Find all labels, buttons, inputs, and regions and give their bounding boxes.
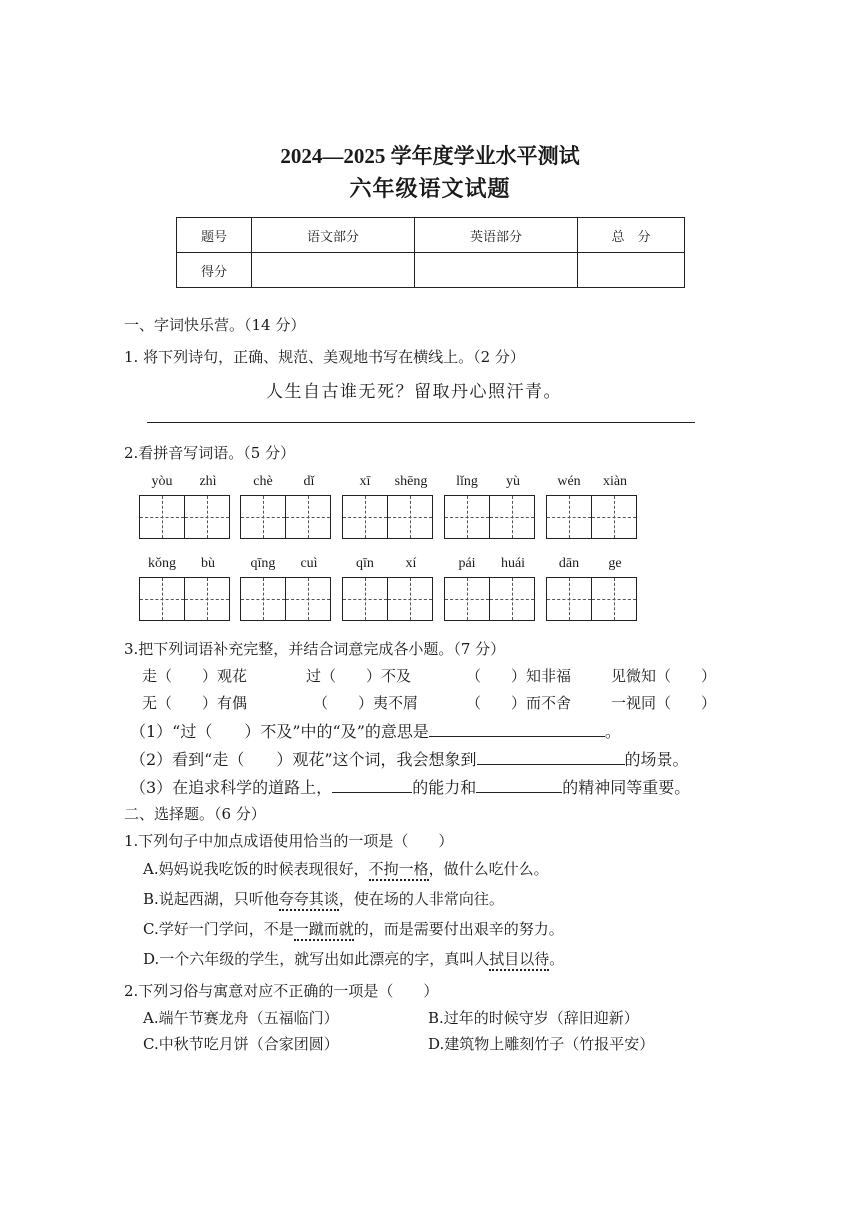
q3-prompt: 3.把下列词语补充完整，并结合词意完成各小题。（7 分） bbox=[124, 640, 506, 658]
score-table-header: 题号 bbox=[177, 218, 252, 253]
writing-grid-cell[interactable] bbox=[591, 577, 637, 621]
pinyin: ge bbox=[608, 556, 622, 571]
handwriting-line[interactable] bbox=[147, 422, 695, 423]
idiom-blank: （ ）知非福 bbox=[466, 667, 572, 685]
score-row-label: 得分 bbox=[177, 253, 252, 288]
choice-option-a bbox=[143, 858, 549, 879]
writing-grid-cell[interactable] bbox=[285, 495, 331, 539]
writing-grid-cell[interactable] bbox=[387, 495, 433, 539]
option-text: 的，而是需要付出艰辛的努力。 bbox=[353, 920, 564, 938]
pinyin: lǐng bbox=[456, 474, 478, 489]
pinyin: pái bbox=[458, 556, 476, 571]
option-text: A.妈妈说我吃饭的时候表现很好， bbox=[143, 860, 369, 878]
score-table-header: 英语部分 bbox=[415, 218, 578, 253]
choice-option-b bbox=[143, 888, 504, 909]
section1-heading: 一、字词快乐营。（14 分） bbox=[124, 316, 306, 334]
option-text: B.说起西湖，只听他 bbox=[143, 890, 279, 908]
choice-option-d bbox=[143, 948, 564, 969]
subquestion-text: （1）“过（ ）不及”中的“及”的意思是 bbox=[130, 722, 429, 741]
pinyin: zhì bbox=[199, 474, 217, 489]
writing-grid-cell[interactable] bbox=[342, 577, 388, 621]
pinyin: cuì bbox=[300, 556, 318, 571]
pinyin: kǒng bbox=[148, 556, 176, 571]
choice-option-a: A.端午节赛龙舟（五福临门） bbox=[143, 1009, 339, 1027]
choice-q2-prompt: 2.下列习俗与寓意对应不正确的一项是（ ） bbox=[124, 982, 439, 1000]
score-table bbox=[176, 217, 685, 288]
answer-blank[interactable] bbox=[477, 750, 625, 765]
q2-prompt: 2.看拼音写词语。（5 分） bbox=[124, 444, 296, 462]
choice-option-c: C.中秋节吃月饼（合家团圆） bbox=[143, 1035, 339, 1053]
score-cell-chinese[interactable] bbox=[252, 253, 415, 288]
dotted-idiom: 不拘一格 bbox=[369, 860, 429, 881]
choice-q1-prompt: 1.下列句子中加点成语使用恰当的一项是（ ） bbox=[124, 832, 454, 850]
score-cell-total[interactable] bbox=[578, 253, 685, 288]
writing-grid-cell[interactable] bbox=[184, 577, 230, 621]
subquestion-text: 的场景。 bbox=[624, 750, 689, 769]
writing-grid-cell[interactable] bbox=[387, 577, 433, 621]
writing-grid-cell[interactable] bbox=[591, 495, 637, 539]
pinyin: qīn bbox=[356, 556, 374, 571]
subquestion-1 bbox=[130, 719, 621, 742]
pinyin: dān bbox=[558, 556, 580, 571]
pinyin: xí bbox=[405, 556, 417, 571]
poem-line: 人生自古谁无死？留取丹心照汗青。 bbox=[266, 382, 562, 402]
q1-prompt: 1. 将下列诗句，正确、规范、美观地书写在横线上。（2 分） bbox=[124, 348, 525, 366]
exam-subject-title: 六年级语文试题 bbox=[349, 177, 511, 202]
idiom-blank: 走（ ）观花 bbox=[142, 667, 248, 685]
pinyin: wén bbox=[557, 474, 581, 489]
idiom-blank: 过（ ）不及 bbox=[306, 667, 412, 685]
pinyin: shēng bbox=[394, 474, 428, 489]
writing-grid-cell[interactable] bbox=[342, 495, 388, 539]
writing-grid-cell[interactable] bbox=[444, 577, 490, 621]
subquestion-text: （3）在追求科学的道路上， bbox=[130, 778, 333, 797]
choice-option-c bbox=[143, 918, 564, 939]
writing-grid-cell[interactable] bbox=[139, 577, 185, 621]
pinyin: huái bbox=[500, 556, 526, 571]
subquestion-3 bbox=[130, 775, 690, 798]
idiom-blank: （ ）夷不屑 bbox=[313, 694, 419, 712]
idiom-blank: 见微知（ ） bbox=[611, 667, 717, 685]
dotted-idiom: 拭目以待 bbox=[489, 950, 549, 971]
answer-blank[interactable] bbox=[332, 778, 412, 793]
answer-blank[interactable] bbox=[476, 778, 562, 793]
dotted-idiom: 一蹴而就 bbox=[294, 920, 354, 941]
subquestion-text: 的能力和 bbox=[412, 778, 477, 797]
writing-grid-cell[interactable] bbox=[240, 495, 286, 539]
pinyin: dǐ bbox=[303, 474, 315, 489]
exam-year-title: 2024—2025 学年度学业水平测试 bbox=[280, 144, 580, 168]
subquestion-2 bbox=[130, 747, 689, 770]
option-text: ，使在场的人非常向往。 bbox=[338, 890, 504, 908]
writing-grid-cell[interactable] bbox=[240, 577, 286, 621]
score-table-header: 总 分 bbox=[578, 218, 685, 253]
subquestion-text: （2）看到“走（ ）观花”这个词，我会想象到 bbox=[130, 750, 477, 769]
pinyin: yù bbox=[506, 474, 520, 489]
pinyin: bù bbox=[201, 556, 215, 571]
pinyin: yòu bbox=[151, 474, 173, 489]
writing-grid-cell[interactable] bbox=[546, 577, 592, 621]
choice-option-d: D.建筑物上雕刻竹子（竹报平安） bbox=[428, 1035, 655, 1053]
idiom-blank: 一视同（ ） bbox=[611, 694, 717, 712]
score-table-header: 语文部分 bbox=[252, 218, 415, 253]
section2-heading: 二、选择题。（6 分） bbox=[124, 805, 266, 823]
option-text: D.一个六年级的学生，就写出如此漂亮的字，真叫人 bbox=[143, 950, 490, 968]
idiom-blank: 无（ ）有偶 bbox=[142, 694, 248, 712]
idiom-blank: （ ）而不舍 bbox=[466, 694, 572, 712]
option-text: C.学好一门学问，不是 bbox=[143, 920, 294, 938]
option-text: ，做什么吃什么。 bbox=[428, 860, 549, 878]
writing-grid-cell[interactable] bbox=[285, 577, 331, 621]
pinyin: xiàn bbox=[602, 474, 628, 489]
writing-grid-cell[interactable] bbox=[184, 495, 230, 539]
choice-option-b: B.过年的时候守岁（辞旧迎新） bbox=[428, 1009, 639, 1027]
pinyin: qīng bbox=[250, 556, 276, 571]
subquestion-text: 。 bbox=[604, 722, 621, 741]
dotted-idiom: 夸夸其谈 bbox=[279, 890, 339, 911]
writing-grid-cell[interactable] bbox=[444, 495, 490, 539]
subquestion-text: 的精神同等重要。 bbox=[562, 778, 691, 797]
score-cell-english[interactable] bbox=[415, 253, 578, 288]
writing-grid-cell[interactable] bbox=[546, 495, 592, 539]
writing-grid-cell[interactable] bbox=[489, 577, 535, 621]
pinyin: chè bbox=[253, 474, 273, 489]
writing-grid-cell[interactable] bbox=[139, 495, 185, 539]
answer-blank[interactable] bbox=[429, 722, 605, 737]
pinyin: xī bbox=[359, 474, 371, 489]
option-text: 。 bbox=[549, 950, 565, 968]
writing-grid-cell[interactable] bbox=[489, 495, 535, 539]
